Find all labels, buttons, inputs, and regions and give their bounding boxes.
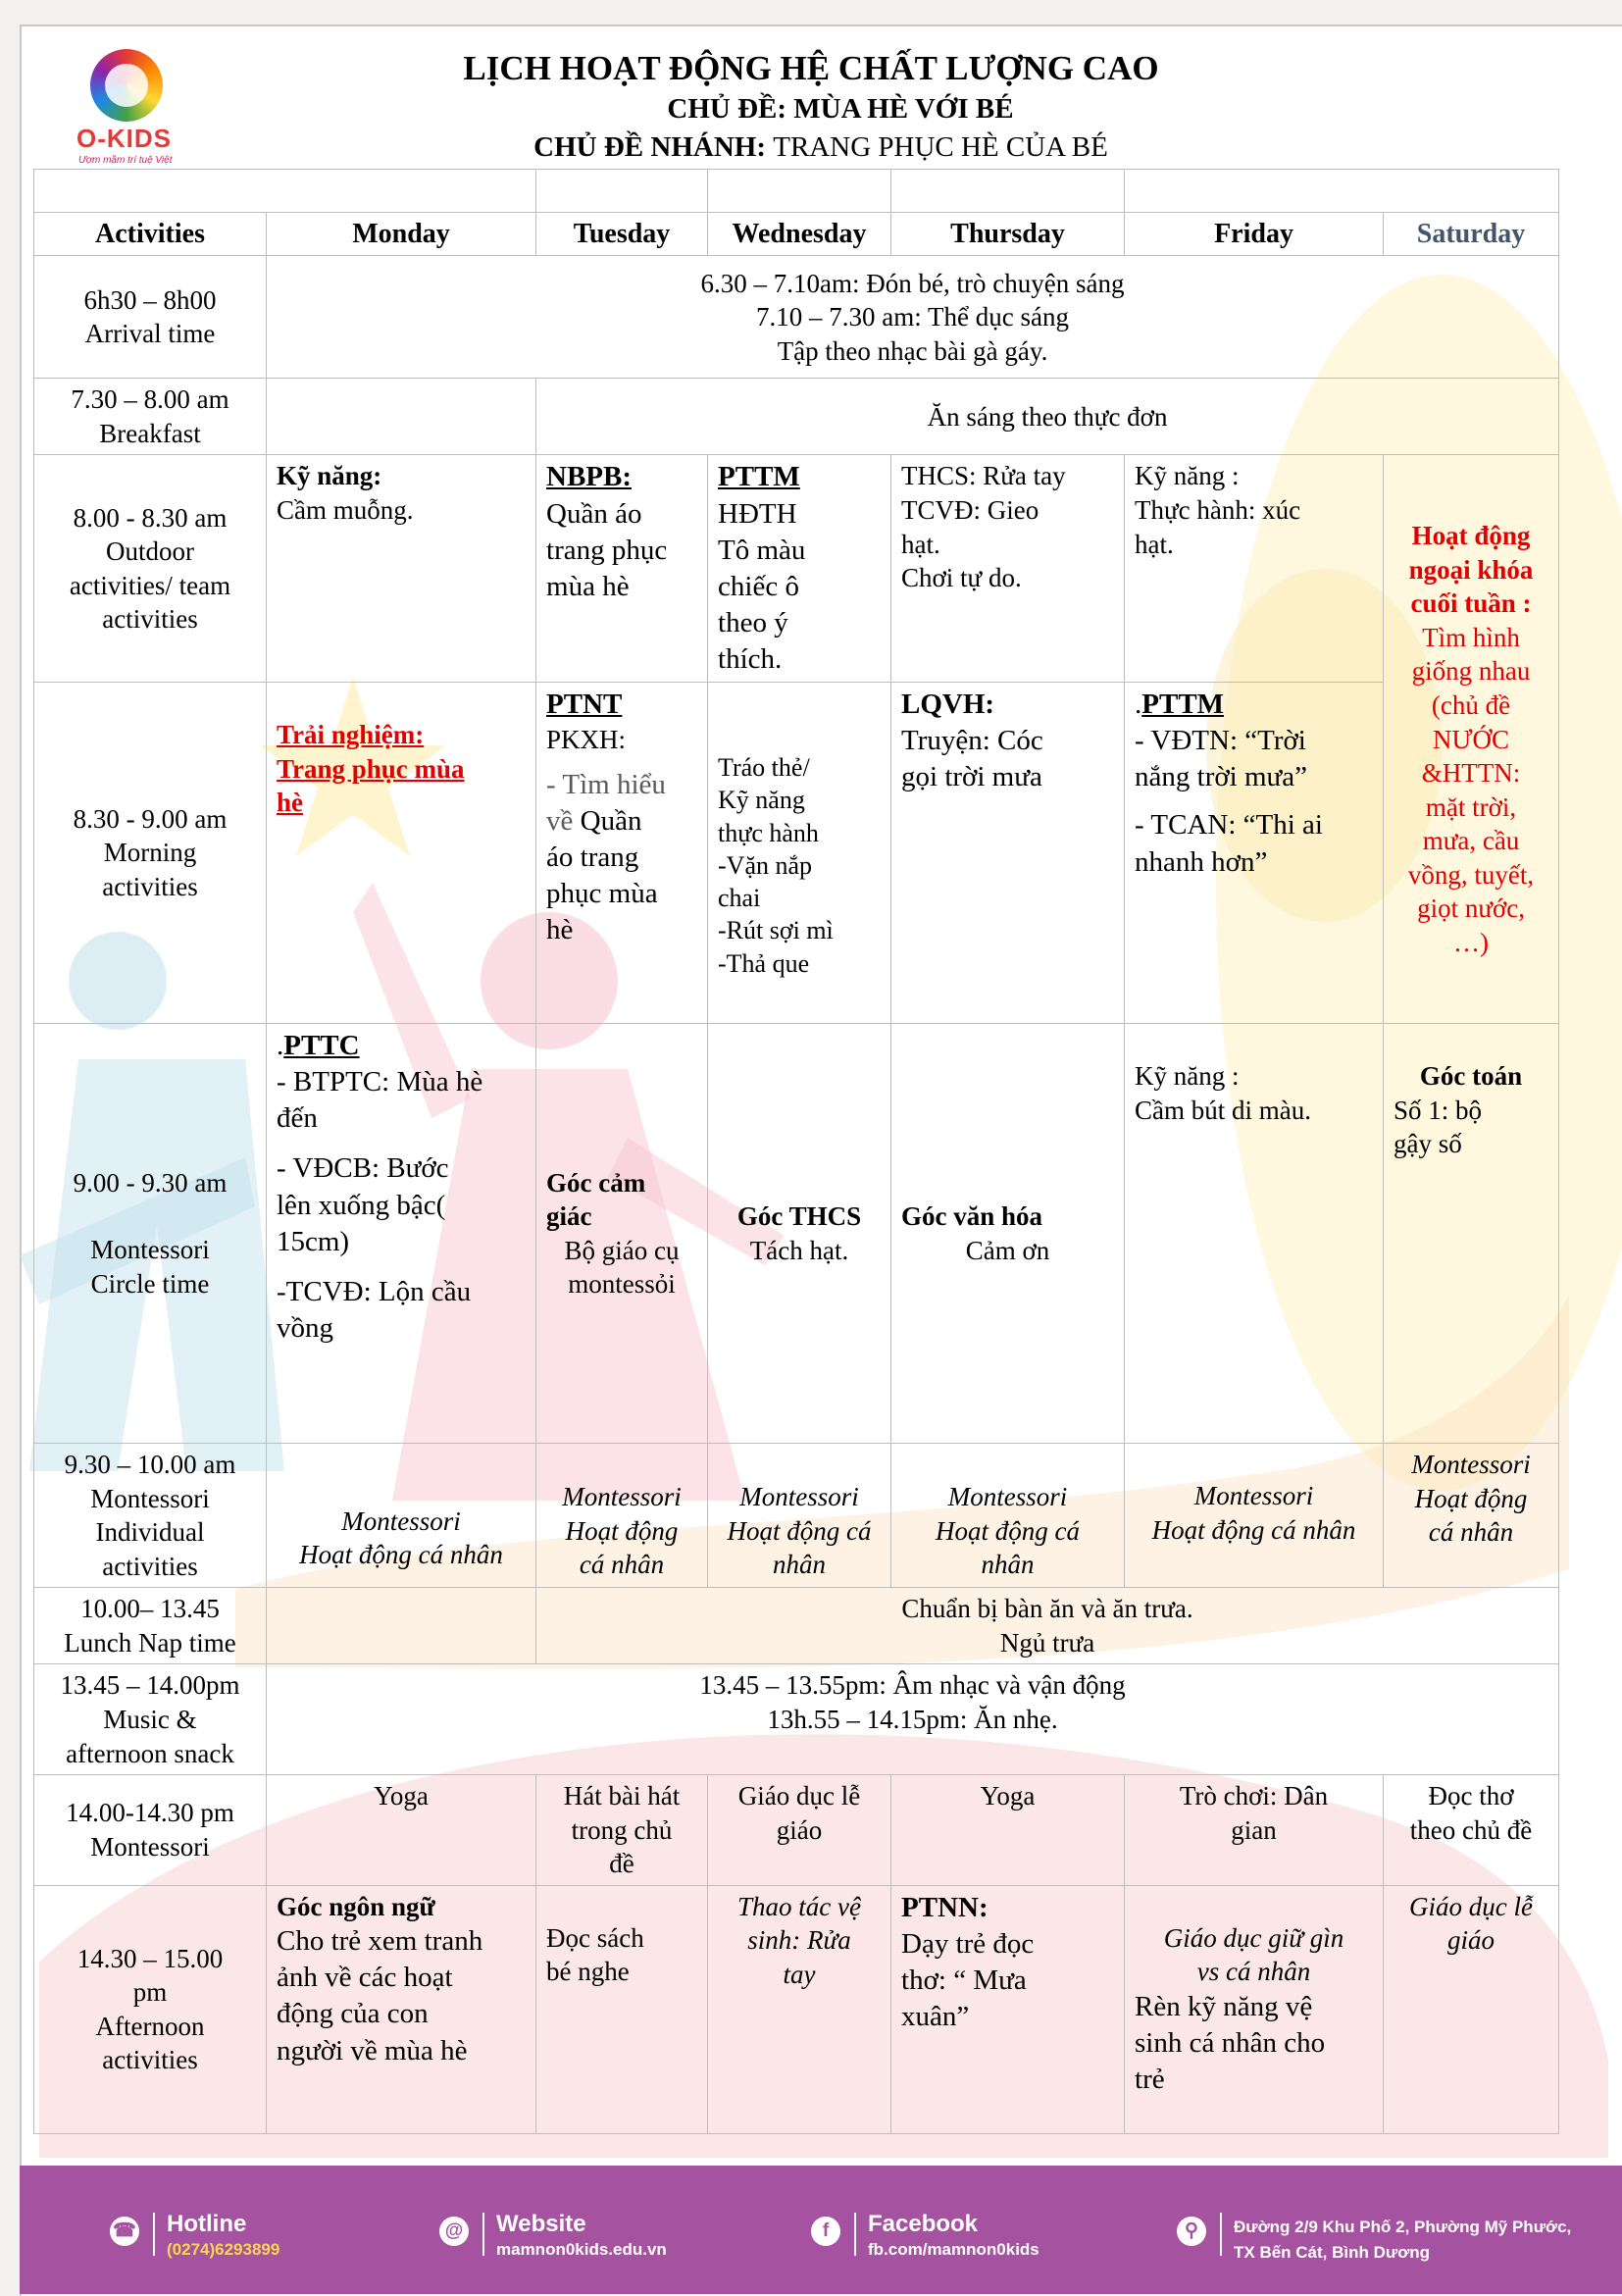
activity-text: Montessori [739, 1482, 859, 1512]
activity-heading: Góc toán [1419, 1061, 1523, 1092]
activity-heading: PTNT [546, 689, 623, 721]
time-label: Montessori [90, 1831, 210, 1862]
afternoon-saturday [1384, 1885, 1559, 2133]
spacer [546, 757, 697, 767]
content-line: 13h.55 – 14.15pm: Ăn nhẹ. [767, 1704, 1058, 1734]
footer-divider [153, 2213, 155, 2256]
arrival-content [267, 256, 1559, 379]
activity-text: trang phục [546, 534, 668, 566]
header-blank-cell [536, 170, 708, 213]
activity-text: -TCVĐ: Lộn cầu [277, 1275, 472, 1307]
col-friday: Friday [1125, 212, 1384, 256]
time-text: 13.45 – 14.00pm [60, 1670, 240, 1701]
montessori2-wednesday [708, 1775, 891, 1886]
activity-heading: PTNN: [901, 1891, 988, 1923]
activity-text: - TCAN: “Thi ai [1135, 809, 1323, 842]
subtheme-label: CHỦ ĐỀ NHÁNH: [533, 131, 766, 163]
activity-text: Kỹ năng : [1135, 461, 1240, 491]
activity-text: đến [277, 1102, 318, 1135]
breakfast-content: Ăn sáng theo thực đơn [536, 379, 1559, 455]
bullet-dot: . [277, 1030, 284, 1062]
time-text: 8.00 - 8.30 am [73, 502, 228, 533]
activity-text: Cầm muỗng. [277, 495, 414, 526]
activity-text: Tách hạt. [749, 1235, 849, 1265]
activity-text: nhanh hơn” [1135, 845, 1268, 878]
activity-heading: PTTC [283, 1030, 360, 1062]
activity-text: Hoạt động cá nhân [299, 1540, 503, 1570]
header-blank-cell [708, 170, 891, 213]
individual-thursday [891, 1444, 1125, 1588]
activity-text: mưa, cầu [1422, 826, 1520, 856]
montessori2-tuesday [536, 1775, 708, 1886]
empty-cell [267, 1588, 536, 1664]
time-label: activities [102, 1551, 198, 1581]
activity-heading: Góc ngôn ngữ [277, 1891, 435, 1921]
facebook-label: Facebook [868, 2211, 979, 2237]
content-line: 13.45 – 13.55pm: Âm nhạc và vận động [699, 1670, 1126, 1701]
circle-friday [1125, 1024, 1384, 1444]
activity-heading: PTTM [1141, 689, 1225, 721]
activity-text: ảnh về các hoạt [277, 1962, 453, 1994]
time-label: Outdoor [106, 536, 194, 567]
time-cell [34, 256, 267, 379]
time-cell [34, 1444, 267, 1588]
activity-text: giọt nước, [1417, 893, 1525, 924]
spacer [1135, 795, 1373, 807]
time-text: 10.00– 13.45 [80, 1594, 220, 1624]
activity-text: nhân [773, 1550, 827, 1580]
individual-tuesday [536, 1444, 708, 1588]
activity-heading: LQVH: [901, 689, 995, 721]
activity-text: chai [718, 884, 761, 913]
time-label: Lunch Nap time [64, 1627, 236, 1658]
table-row-outdoor [34, 455, 1559, 683]
content-line: Chuẩn bị bàn ăn và ăn trưa. [901, 1594, 1193, 1624]
afternoon-tuesday [536, 1885, 708, 2133]
time-label: pm [132, 1977, 168, 2008]
date-cell: Date/ngày: 14/4-19/4/2025 [34, 170, 536, 213]
footer-divider [1220, 2213, 1222, 2256]
activity-heading: Trải nghiệm: [277, 720, 425, 750]
subtheme-value: TRANG PHỤC HÈ CỦA BÉ [773, 131, 1108, 163]
montessori2-friday [1125, 1775, 1384, 1886]
activity-text: Thao tác vệ [737, 1891, 861, 1921]
activity-text: - Tìm hiểu [546, 768, 666, 800]
activity-text: vồng, tuyết, [1407, 859, 1535, 890]
col-wednesday: Wednesday [708, 212, 891, 256]
morning-thursday [891, 683, 1125, 1024]
time-text: 7.30 – 8.00 am [71, 384, 229, 415]
time-text: 14.30 – 15.00 [76, 1943, 224, 1973]
content-line: 7.10 – 7.30 am: Thể dục sáng [756, 302, 1069, 332]
individual-saturday [1384, 1444, 1559, 1588]
activity-heading: ngoại khóa [1408, 554, 1534, 585]
table-row-individual [34, 1444, 1559, 1588]
empty-cell [267, 379, 536, 455]
table-row-afternoon [34, 1885, 1559, 2133]
col-thursday: Thursday [891, 212, 1125, 256]
activity-text: THCS: Rửa tay [901, 461, 1066, 491]
morning-tuesday [536, 683, 708, 1024]
col-tuesday: Tuesday [536, 212, 708, 256]
activity-text: Hoạt động [565, 1515, 679, 1546]
activity-text: Giáo dục lễ [1409, 1891, 1533, 1921]
activity-text: theo chủ đề [1409, 1814, 1533, 1845]
time-label: activities [102, 604, 198, 635]
content-line: 6.30 – 7.10am: Đón bé, trò chuyện sáng [700, 268, 1125, 298]
activity-text: Tìm hình [1422, 622, 1520, 652]
phone-icon: ☎ [110, 2217, 139, 2246]
activity-text: cá nhân [579, 1550, 665, 1580]
activity-text: chiếc ô [718, 570, 799, 602]
time-label: Breakfast [99, 418, 201, 448]
activity-text: Montessori [1411, 1450, 1531, 1480]
col-saturday: Saturday [1384, 212, 1559, 256]
time-label: Afternoon [95, 2011, 205, 2041]
facebook-icon: f [811, 2217, 840, 2246]
spacer [277, 1260, 526, 1274]
outdoor-monday [267, 455, 536, 683]
activity-text: PKXH: [546, 725, 627, 755]
activity-text: Hoạt động cá nhân [1151, 1514, 1356, 1545]
activity-heading: cuối tuần : [1410, 588, 1532, 619]
activity-text: gian [1231, 1814, 1277, 1845]
activity-text: sinh: Rửa [747, 1925, 851, 1956]
activity-text: mặt trời, [1425, 791, 1517, 822]
spacer [44, 1199, 256, 1233]
individual-monday [267, 1444, 536, 1588]
bullet-dot: . [1135, 689, 1142, 721]
activity-text: thơ: “ Mưa [901, 1964, 1027, 1996]
activity-text: Số 1: bộ [1394, 1095, 1483, 1125]
class-cell: Class/ Lớp: Nhà trẻ 2 [1125, 170, 1559, 213]
activity-heading: Góc cảm [546, 1167, 646, 1198]
activity-text: Đọc thơ [1428, 1781, 1514, 1811]
activity-text: Hoạt động cá [727, 1515, 872, 1546]
activity-heading: NBPB: [546, 461, 633, 493]
table-row-arrival [34, 256, 1559, 379]
table-row-music [34, 1664, 1559, 1775]
activity-text: Truyện: Cóc [901, 725, 1043, 757]
activity-text: lên xuống bậc( [277, 1189, 446, 1221]
circle-saturday [1384, 1024, 1559, 1444]
activity-text: NƯỚC [1433, 724, 1509, 754]
hotline-label: Hotline [167, 2211, 247, 2237]
activity-text: Dạy trẻ đọc [901, 1927, 1035, 1960]
activity-text: trong chủ [571, 1814, 673, 1845]
time-cell [34, 683, 267, 1024]
activity-text: Trò chơi: Dân [1179, 1781, 1329, 1811]
activity-text: hè [546, 914, 574, 946]
afternoon-thursday [891, 1885, 1125, 2133]
activity-text: HĐTH [718, 497, 797, 530]
activity-text: phục mùa [546, 878, 658, 910]
activity-text: Montessori [562, 1482, 682, 1512]
activity-heading: Góc THCS [736, 1201, 862, 1232]
activity-text: về [546, 804, 574, 837]
outdoor-wednesday [708, 455, 891, 683]
lunch-content [536, 1588, 1559, 1664]
circle-monday [267, 1024, 536, 1444]
address-line: TX Bến Cát, Bình Dương [1234, 2243, 1431, 2263]
website-link[interactable]: mamnon0kids.edu.vn [496, 2240, 667, 2259]
subtheme-line [0, 131, 1622, 164]
time-label: Arrival time [84, 319, 216, 349]
activity-heading: hè [277, 788, 303, 818]
activity-text: Cầm bút di màu. [1135, 1095, 1311, 1125]
activity-text: mùa hè [546, 570, 630, 602]
circle-tuesday [536, 1024, 708, 1444]
activity-text: Kỹ năng [718, 786, 805, 815]
activity-text: Cho trẻ xem tranh [277, 1925, 483, 1958]
time-label: activities [102, 871, 198, 901]
time-text: 9.00 - 9.30 am [73, 1167, 228, 1198]
activity-text: xuân” [901, 2001, 970, 2033]
col-activities: Activities [34, 212, 267, 256]
activity-heading: PTTM [718, 461, 800, 493]
page-title: LỊCH HOẠT ĐỘNG HỆ CHẤT LƯỢNG CAO [463, 49, 1159, 87]
time-label: Morning [103, 838, 197, 868]
activity-text: Thực hành: xúc [1135, 495, 1301, 526]
activity-text: Hát bài hát [563, 1781, 681, 1811]
activity-text: Rèn kỹ năng vệ [1135, 1990, 1313, 2022]
afternoon-wednesday [708, 1885, 891, 2133]
footer-bar [20, 2166, 1622, 2294]
activity-text: cá nhân [1428, 1517, 1514, 1548]
hotline-number[interactable]: (0274)6293899 [167, 2240, 280, 2259]
table-row-montessori-afternoon [34, 1775, 1559, 1886]
activity-text: sinh cá nhân cho [1135, 2026, 1326, 2059]
content-line: Tập theo nhạc bài gà gáy. [777, 335, 1048, 366]
afternoon-friday [1125, 1885, 1384, 2133]
footer-divider [854, 2213, 856, 2256]
footer-divider [482, 2213, 484, 2256]
logo-name: O-KIDS [76, 124, 172, 153]
activity-text: động của con [277, 1998, 429, 2030]
time-label: Montessori [90, 1483, 210, 1513]
website-label: Website [496, 2211, 586, 2237]
activity-text: Quần áo [546, 497, 642, 530]
activity-text: -Vặn nắp [718, 850, 813, 880]
activity-text: &HTTN: [1421, 758, 1521, 789]
outdoor-tuesday [536, 455, 708, 683]
saturday-extracurricular [1384, 455, 1559, 1024]
activity-text: 15cm) [277, 1225, 350, 1257]
outdoor-thursday [891, 455, 1125, 683]
individual-wednesday [708, 1444, 891, 1588]
time-label: afternoon snack [66, 1738, 234, 1768]
activity-text: theo ý [718, 606, 788, 638]
activity-text: nắng trời mưa” [1135, 761, 1308, 793]
montessori2-monday: Yoga [267, 1775, 536, 1886]
activity-text: Bộ giáo cụ [564, 1235, 680, 1265]
at-sign-icon: @ [439, 2217, 469, 2246]
afternoon-monday [267, 1885, 536, 2133]
activity-text: nhân [981, 1550, 1035, 1580]
activity-text: thích. [718, 643, 783, 676]
header-blank-cell [891, 170, 1125, 213]
time-cell [34, 455, 267, 683]
time-text: 14.00-14.30 pm [66, 1798, 234, 1828]
activity-text: montessỏi [568, 1269, 676, 1300]
activity-text: giáo [776, 1814, 823, 1845]
activity-text: Giáo dục giữ gìn [1163, 1922, 1344, 1953]
activity-text: giáo [1447, 1925, 1495, 1956]
activity-text: …) [1453, 927, 1490, 957]
time-label: Montessori [90, 1235, 210, 1265]
time-cell [34, 1024, 267, 1444]
activity-heading: Kỹ năng: [277, 461, 382, 491]
activity-heading: Góc văn hóa [901, 1201, 1043, 1232]
activity-text: hạt. [1135, 529, 1174, 559]
time-cell [34, 1588, 267, 1664]
schedule-table [33, 169, 1559, 2134]
table-row-morning [34, 683, 1559, 1024]
activity-text: vồng [277, 1311, 333, 1344]
col-monday: Monday [267, 212, 536, 256]
table-row-breakfast [34, 379, 1559, 455]
activity-text: Kỹ năng : [1135, 1061, 1240, 1092]
activity-text: Tráo thẻ/ [718, 753, 810, 783]
time-label: activities [102, 2045, 198, 2075]
map-pin-icon: ⚲ [1177, 2217, 1206, 2246]
time-text: 9.30 – 10.00 am [64, 1450, 236, 1480]
activity-text: Montessori [947, 1482, 1068, 1512]
time-text: 8.30 - 9.00 am [73, 803, 228, 834]
time-cell [34, 1775, 267, 1886]
table-row-circle [34, 1024, 1559, 1444]
activity-text: - BTPTC: Mùa hè [277, 1066, 483, 1098]
address-text [1234, 2215, 1571, 2267]
time-text: 6h30 – 8h00 [83, 284, 217, 315]
activity-heading: Trang phục mùa [277, 753, 465, 784]
activity-text: -Rút sợi mì [718, 916, 834, 945]
time-label: Music & [103, 1704, 197, 1734]
content-line: Ngủ trưa [999, 1627, 1095, 1658]
spacer [277, 1137, 526, 1150]
activity-text: Quần [580, 804, 642, 837]
activity-text: Hoạt động [1414, 1483, 1528, 1513]
activity-text: giống nhau [1411, 656, 1531, 687]
activity-text: TCVĐ: Gieo [901, 495, 1039, 526]
circle-thursday [891, 1024, 1125, 1444]
theme-line: CHỦ ĐỀ: MÙA HÈ VỚI BÉ [667, 93, 1014, 125]
activity-text: Chơi tự do. [901, 563, 1022, 593]
time-cell [34, 379, 267, 455]
activity-heading: giác [546, 1201, 592, 1232]
activity-text: (chủ đề [1431, 689, 1511, 720]
activity-text: áo trang [546, 842, 639, 873]
montessori2-saturday [1384, 1775, 1559, 1886]
table-row-lunch [34, 1588, 1559, 1664]
time-label: Individual [95, 1517, 205, 1548]
activity-text: người về mùa hè [277, 2034, 468, 2066]
table-header-date-row [34, 170, 1559, 213]
address-line: Đường 2/9 Khu Phố 2, Phường Mỹ Phước, [1234, 2218, 1572, 2236]
activity-text: Montessori [341, 1505, 461, 1536]
activity-text: Giáo dục lễ [737, 1781, 861, 1811]
time-label: activities/ team [69, 570, 231, 600]
activity-text: trẻ [1135, 2064, 1165, 2095]
activity-text: đề [609, 1849, 634, 1879]
music-content [267, 1664, 1559, 1775]
activity-text: Đọc sách [546, 1922, 644, 1953]
table-header-days-row [34, 212, 1559, 256]
morning-wednesday [708, 683, 891, 1024]
activity-text: thực hành [718, 818, 819, 847]
activity-text: tay [783, 1959, 816, 1989]
logo-slogan: Ươm mầm trí tuệ Việt [78, 155, 173, 166]
circle-wednesday [708, 1024, 891, 1444]
activity-text: bé nghe [546, 1957, 630, 1987]
individual-friday [1125, 1444, 1384, 1588]
activity-text: - VĐCB: Bước [277, 1152, 449, 1185]
time-cell [34, 1885, 267, 2133]
time-label: Circle time [90, 1268, 210, 1299]
activity-text: - VĐTN: “Trời [1135, 725, 1306, 757]
morning-friday [1125, 683, 1384, 1024]
outdoor-friday [1125, 455, 1384, 683]
activity-text: vs cá nhân [1196, 1957, 1311, 1987]
activity-text: Tô màu [718, 534, 806, 566]
montessori2-thursday: Yoga [891, 1775, 1125, 1886]
activity-text: gọi trời mưa [901, 761, 1042, 793]
time-cell [34, 1664, 267, 1775]
morning-monday [267, 683, 536, 1024]
activity-text: Montessori [1193, 1481, 1314, 1511]
activity-heading: Hoạt động [1411, 521, 1531, 551]
activity-text: Cảm ơn [965, 1235, 1050, 1265]
activity-text: gậy số [1394, 1129, 1462, 1159]
activity-text: -Thả que [718, 948, 810, 978]
activity-text: hạt. [901, 529, 940, 559]
activity-text: Hoạt động cá [936, 1515, 1080, 1546]
facebook-link[interactable]: fb.com/mamnon0kids [868, 2240, 1039, 2259]
